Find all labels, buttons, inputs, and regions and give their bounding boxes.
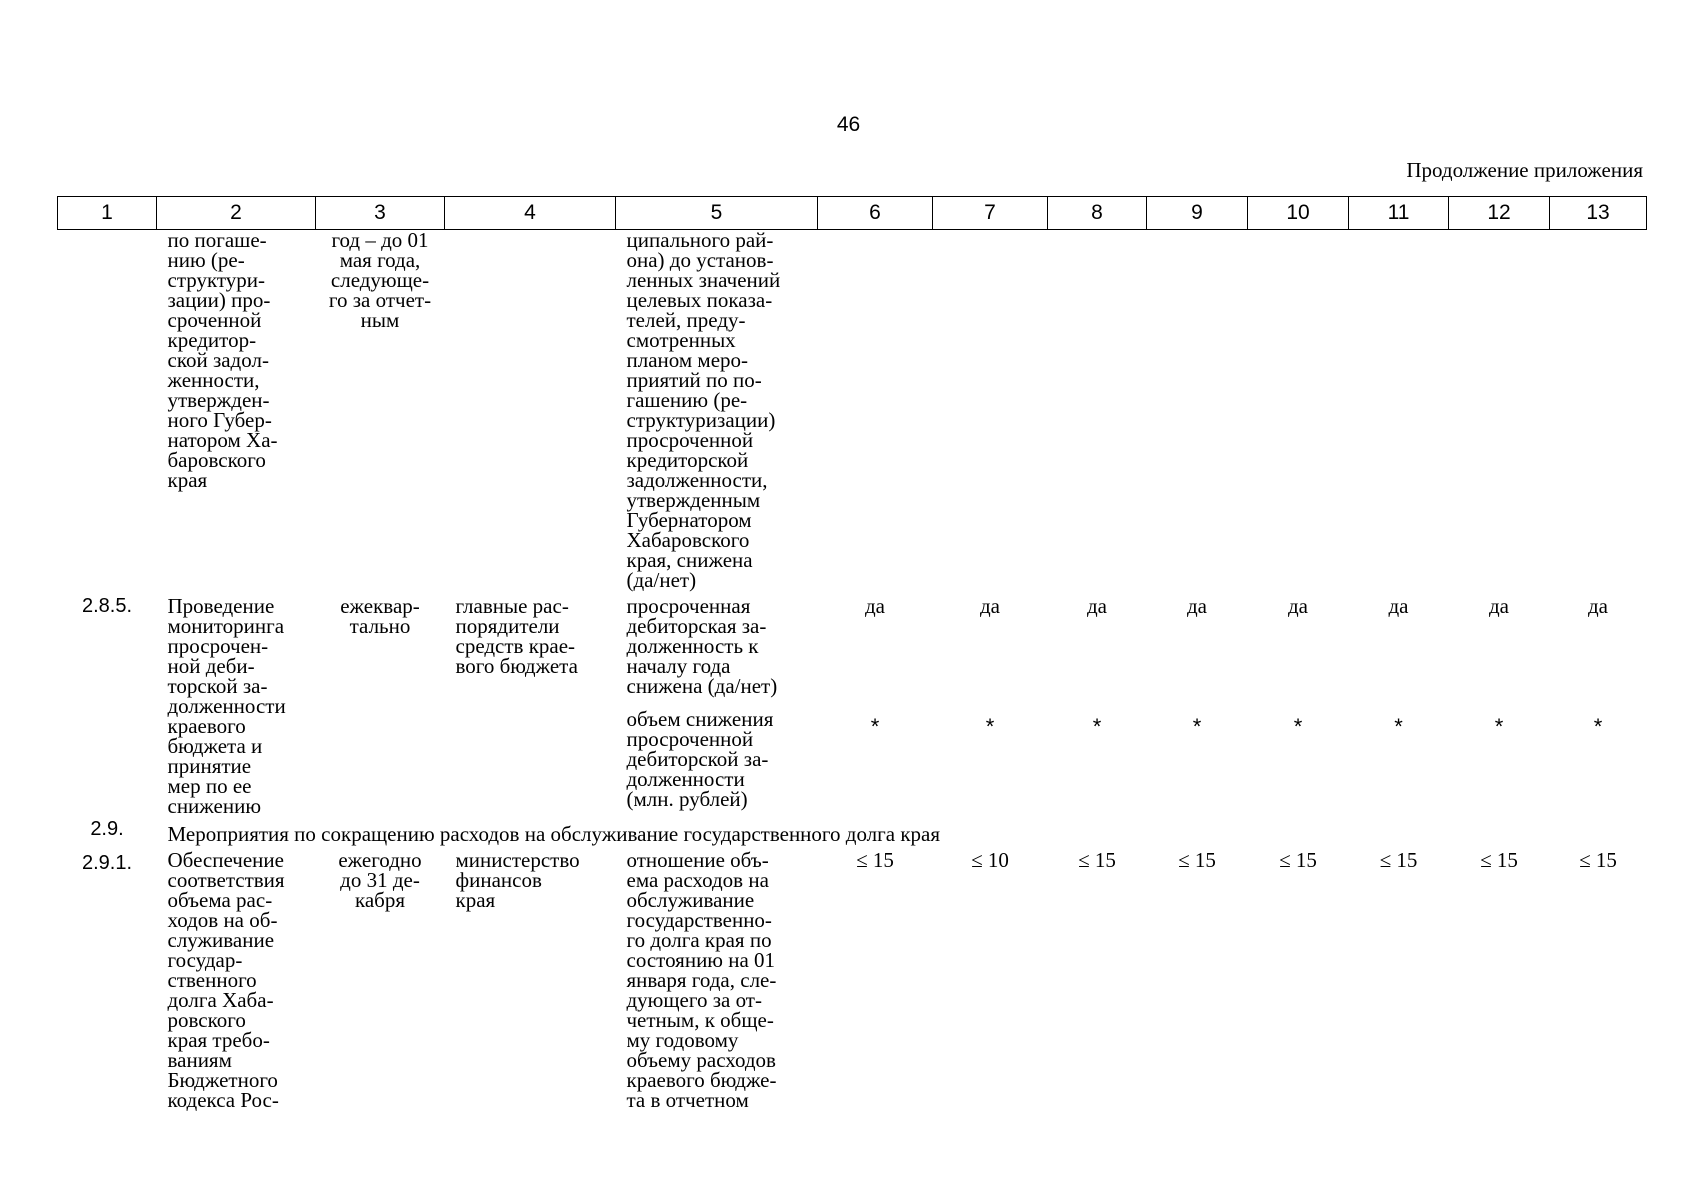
header-col-3: 3 <box>316 197 445 230</box>
value-cell: ≤ 15 <box>1078 848 1116 872</box>
deadline-text: ежегодно до 31 де- кабря <box>338 848 422 912</box>
value-cell: ≤ 15 <box>1279 848 1317 872</box>
page-number: 46 <box>836 113 861 136</box>
indicator-text: просроченная дебиторская за- долженность к началу года снижена (да/нет) <box>626 594 778 698</box>
header-col-4: 4 <box>445 197 616 230</box>
value-cell: да <box>1086 594 1107 618</box>
deadline-text: ежеквар- тально <box>340 594 420 638</box>
value-cell: да <box>1287 594 1308 618</box>
value-cell: да <box>1587 594 1608 618</box>
value-cell: ≤ 15 <box>856 848 894 872</box>
row-number: 2.8.5. <box>81 595 133 617</box>
header-col-5: 5 <box>616 197 818 230</box>
header-col-2: 2 <box>157 197 316 230</box>
table-row-2-9-1 <box>58 850 1647 1110</box>
indicator-text: объем снижения просроченной дебиторской за- долженности (млн. рублей) <box>626 707 774 811</box>
header-col-10: 10 <box>1248 197 1349 230</box>
cont-indicator-text: ципального рай- она) до установ- ленных значений целевых показа- телей, преду- смотренных планом меро- приятий по по- гашению (ре- структуризации) просроченной кредиторской задолженности, утвержденным Губернатором Хабаровского края, снижена (да/нет) <box>626 228 781 592</box>
responsible-text: главные рас- порядители средств крае- вого бюджета <box>455 594 578 678</box>
section-row-2-9 <box>58 816 1647 850</box>
header-col-12: 12 <box>1449 197 1550 230</box>
header-col-6: 6 <box>818 197 933 230</box>
value-cell: * <box>1092 714 1102 739</box>
table-row-continued <box>58 230 1647 591</box>
row-number: 2.9.1. <box>81 852 133 874</box>
value-cell: да <box>864 594 885 618</box>
measure-text: Обеспечение соответствия объема рас- ходов на об- служивание государ- ственного долга Хаба- ровского края требо- ваниям Бюджетного кодекса Рос- <box>167 848 285 1112</box>
header-row <box>58 197 1647 230</box>
value-cell: ≤ 15 <box>1178 848 1216 872</box>
value-cell: * <box>1192 714 1202 739</box>
value-cell: ≤ 10 <box>971 848 1009 872</box>
header-col-8: 8 <box>1048 197 1147 230</box>
responsible-text: министерство финансов края <box>455 848 580 912</box>
header-col-9: 9 <box>1147 197 1248 230</box>
value-cell: да <box>979 594 1000 618</box>
indicator-text: отношение объ- ема расходов на обслуживание государственно- го долга края по состоянию на 01 января года, сле- дующего за от- четным, к обще- му годовому объему расходов краевого бюдже- та в отчетном <box>626 848 777 1112</box>
measure-text: Проведение мониторинга просрочен- ной деби- торской за- долженности краевого бюджета и принятие мер по ее снижению <box>167 594 286 818</box>
value-cell: * <box>1494 714 1504 739</box>
value-cell: ≤ 15 <box>1579 848 1617 872</box>
value-cell: да <box>1388 594 1409 618</box>
cont-measure-text: по погаше- нию (ре- структури- зации) про- сроченной кредитор- ской задол- женности, утвержден- ного Губер- натором Ха- баровского края <box>167 228 278 492</box>
header-col-13: 13 <box>1550 197 1647 230</box>
value-cell: да <box>1488 594 1509 618</box>
section-title: Мероприятия по сокращению расходов на обслуживание государственного долга края <box>167 822 941 846</box>
value-cell: да <box>1186 594 1207 618</box>
value-cell: * <box>1394 714 1403 739</box>
cont-deadline-text: год – до 01 мая года, следующе- го за отчет- ным <box>328 228 432 332</box>
header-col-1: 1 <box>58 197 157 230</box>
value-cell: ≤ 15 <box>1480 848 1518 872</box>
value-cell: * <box>1293 714 1303 739</box>
section-number: 2.9. <box>90 818 124 840</box>
value-cell: ≤ 15 <box>1379 848 1418 872</box>
value-cell: * <box>870 714 880 739</box>
header-col-11: 11 <box>1349 197 1449 230</box>
table-row-2-8-5 <box>58 590 1647 703</box>
value-cell: * <box>1593 714 1603 739</box>
header-col-7: 7 <box>933 197 1048 230</box>
value-cell: * <box>985 714 995 739</box>
continuation-label: Продолжение приложения <box>1406 158 1643 182</box>
measures-table <box>57 196 1647 1110</box>
